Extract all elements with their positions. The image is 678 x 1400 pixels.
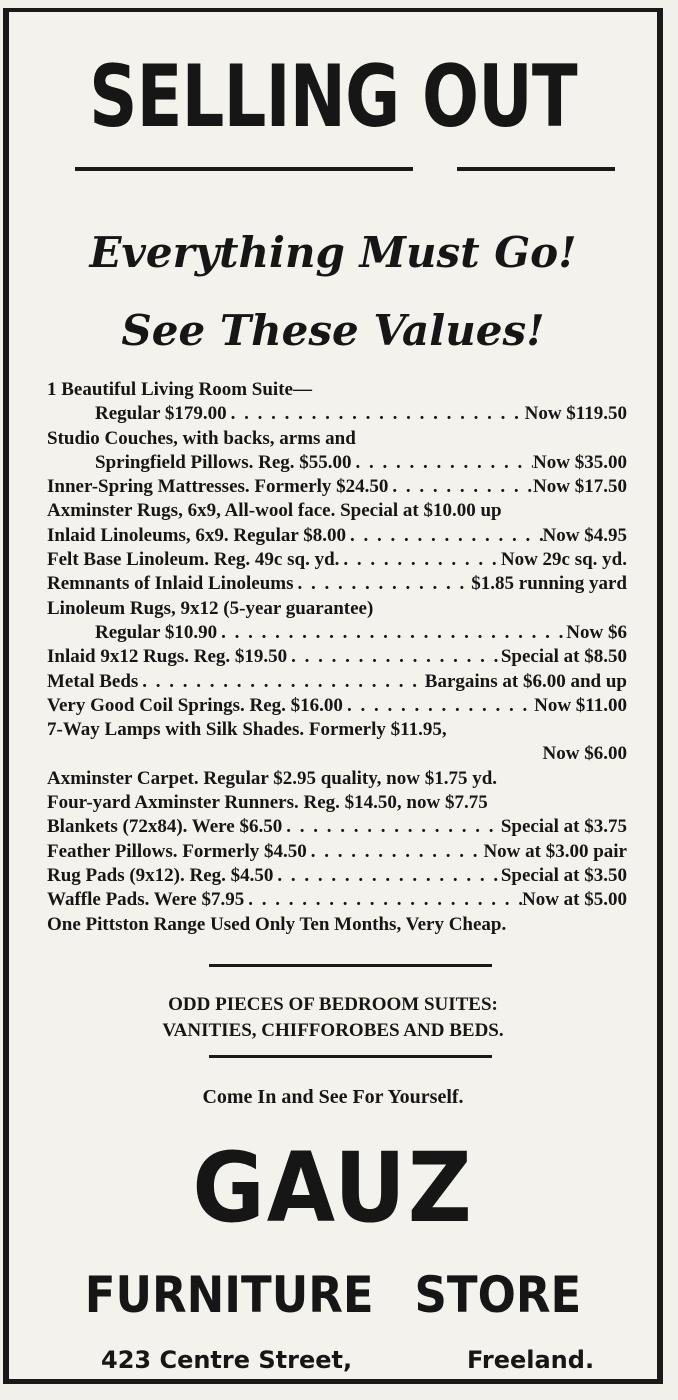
item-description: Inner-Spring Mattresses. Formerly $24.50 (47, 476, 389, 498)
subhead-everything-must-go: Everything Must Go! (89, 228, 577, 277)
dot-leader (227, 402, 525, 426)
price-list-line (47, 451, 627, 475)
price-list-line (47, 913, 627, 937)
item-description: Feather Pillows. Formerly $4.50 (47, 840, 307, 862)
dot-leader (294, 572, 472, 596)
price-list-line (47, 524, 627, 548)
price-list-line (47, 597, 627, 621)
item-description: Springfield Pillows. Reg. $55.00 (95, 451, 352, 473)
price-list (47, 378, 627, 937)
divider-top (209, 964, 492, 967)
price-list-line (47, 670, 627, 694)
item-price: Now 29c sq. yd. (500, 549, 627, 571)
item-description: Studio Couches, with backs, arms and (47, 427, 356, 449)
dot-leader (244, 888, 522, 912)
item-price: Now $6.00 (542, 743, 627, 765)
item-description: Rug Pads (9x12). Reg. $4.50 (47, 864, 274, 886)
dot-leader (352, 451, 534, 475)
price-list-line (47, 645, 627, 669)
item-description: 7-Way Lamps with Silk Shades. Formerly $11.95, (47, 719, 447, 741)
item-description: Linoleum Rugs, 9x12 (5-year guarantee) (47, 597, 374, 619)
item-description: One Pittston Range Used Only Ten Months, Very Cheap. (47, 913, 507, 935)
price-list-line (47, 548, 627, 572)
invite-text: Come In and See For Yourself. (202, 1086, 464, 1108)
item-price: Now at $3.00 pair (483, 840, 627, 862)
advertisement (3, 8, 663, 1384)
headline-underline-right (457, 167, 615, 171)
item-description: Remnants of Inlaid Linoleums (47, 573, 294, 595)
store-type: FURNITURE STORE (84, 1266, 582, 1324)
price-list-line (47, 475, 627, 499)
item-description: Four-yard Axminster Runners. Reg. $14.50, now $7.75 (47, 792, 488, 814)
price-list-line (47, 767, 627, 791)
item-price: Special at $3.50 (500, 864, 627, 886)
item-price: Special at $3.75 (500, 816, 627, 838)
item-price: Now $4.95 (542, 524, 627, 546)
item-description: Regular $10.90 (95, 621, 218, 643)
headline-underline-left (75, 167, 413, 171)
item-description: Inlaid 9x12 Rugs. Reg. $19.50 (47, 646, 288, 668)
odd-pieces-line-2: VANITIES, CHIFFOROBES AND BEDS. (162, 1020, 504, 1041)
item-price: Now $35.00 (533, 451, 627, 473)
item-description: Waffle Pads. Were $7.95 (47, 889, 245, 911)
price-list-line (47, 840, 627, 864)
address-town: Freeland. (467, 1346, 595, 1374)
item-description: Metal Beds (47, 670, 139, 692)
price-list-line (47, 815, 627, 839)
item-price: Now $119.50 (524, 403, 627, 425)
divider-bottom (209, 1055, 492, 1058)
dot-leader (343, 694, 534, 718)
price-list-line (47, 888, 627, 912)
item-description: Axminster Carpet. Regular $2.95 quality, now $1.75 yd. (47, 767, 498, 789)
item-description: Felt Base Linoleum. Reg. 49c sq. yd. (47, 549, 340, 571)
dot-leader (217, 621, 566, 645)
price-list-line (47, 791, 627, 815)
subhead-see-these-values: See These Values! (121, 306, 545, 355)
price-list-line (47, 499, 627, 523)
dot-leader (287, 645, 501, 669)
item-price: Special at $8.50 (500, 646, 627, 668)
address-street: 423 Centre Street, (101, 1346, 353, 1374)
price-list-line (47, 402, 627, 426)
item-price: $1.85 running yard (471, 573, 627, 595)
price-list-line (47, 742, 627, 766)
item-description: Blankets (72x84). Were $6.50 (47, 816, 283, 838)
price-list-line (47, 621, 627, 645)
store-name: GAUZ (192, 1132, 474, 1244)
dot-leader (138, 670, 425, 694)
price-list-line (47, 694, 627, 718)
price-list-line (47, 378, 627, 402)
dot-leader (346, 524, 543, 548)
item-price: Now $6 (566, 621, 627, 643)
dot-leader (282, 815, 501, 839)
item-description: Very Good Coil Springs. Reg. $16.00 (47, 694, 343, 716)
item-description: Axminster Rugs, 6x9, All-wool face. Special at $10.00 up (47, 500, 502, 522)
price-list-line (47, 572, 627, 596)
odd-pieces-line-1: ODD PIECES OF BEDROOM SUITES: (168, 994, 498, 1015)
dot-leader (388, 475, 533, 499)
item-description: Inlaid Linoleums, 6x9. Regular $8.00 (47, 524, 346, 546)
item-price: Now $17.50 (533, 476, 627, 498)
item-description: 1 Beautiful Living Room Suite— (47, 379, 312, 400)
price-list-line (47, 427, 627, 451)
item-price: Bargains at $6.00 and up (424, 670, 627, 692)
item-price: Now $11.00 (534, 694, 627, 716)
dot-leader (273, 864, 500, 888)
price-list-line (47, 718, 627, 742)
price-list-line (47, 864, 627, 888)
dot-leader (339, 548, 500, 572)
item-price: Now at $5.00 (521, 889, 627, 911)
dot-leader (307, 840, 484, 864)
headline: SELLING OUT (89, 47, 577, 147)
item-description: Regular $179.00 (95, 403, 227, 425)
